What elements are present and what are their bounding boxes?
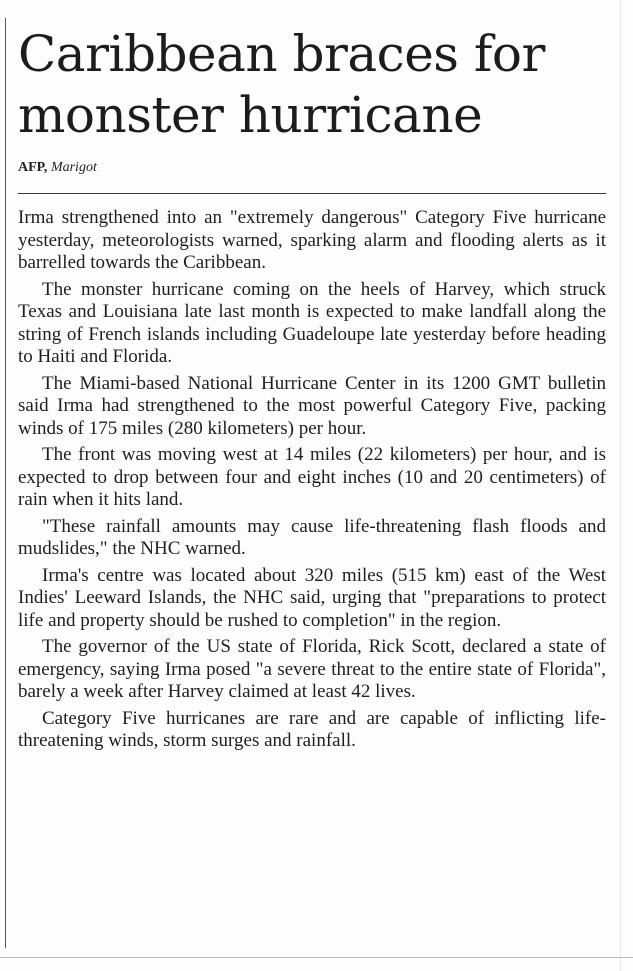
article-paragraph: Category Five hurricanes are rare and are capable of inflicting life-threatening winds, storm surges and rainfall. [18, 707, 606, 751]
article-paragraph: The monster hurricane coming on the heels of Harvey, which struck Texas and Louisiana late last month is expected to make landfall along the string of French islands including Guadeloupe late yesterday before heading to Haiti and Florida. [18, 278, 606, 367]
article-paragraph: The governor of the US state of Florida, Rick Scott, declared a state of emergency, saying Irma posed "a severe threat to the entire state of Florida", barely a week after Harvey claimed at least 42 lives. [18, 636, 606, 702]
article-paragraph: The front was moving west at 14 miles (22 kilometers) per hour, and is expected to drop between four and eight inches (10 and 20 centimeters) of rain when it hits land. [18, 444, 606, 510]
byline-place: Marigot [50, 160, 97, 175]
byline [18, 160, 97, 176]
headline-divider [18, 193, 606, 194]
headline: Caribbean braces for monster hurricane [18, 25, 545, 144]
article-paragraph: "These rainfall amounts may cause life-threatening flash floods and mudslides," the NHC warned. [18, 515, 606, 559]
article-body [18, 207, 606, 757]
article-paragraph: Irma's centre was located about 320 miles (515 km) east of the West Indies' Leeward Islands, the NHC said, urging that "preparations to protect life and property should be rushed to completion" in the region. [18, 564, 606, 631]
article-paragraph: The Miami-based National Hurricane Center in its 1200 GMT bulletin said Irma had strengthened to the most powerful Category Five, packing winds of 175 miles (280 kilometers) per hour. [18, 372, 606, 439]
byline-agency: AFP, [18, 160, 48, 175]
left-column-rule [5, 18, 6, 948]
bottom-edge-line [0, 957, 633, 958]
article-paragraph: Irma strengthened into an "extremely dangerous" Category Five hurricane yesterday, meteorologists warned, sparking alarm and flooding alerts as it barrelled towards the Caribbean. [18, 207, 606, 273]
right-edge-line [620, 0, 621, 971]
